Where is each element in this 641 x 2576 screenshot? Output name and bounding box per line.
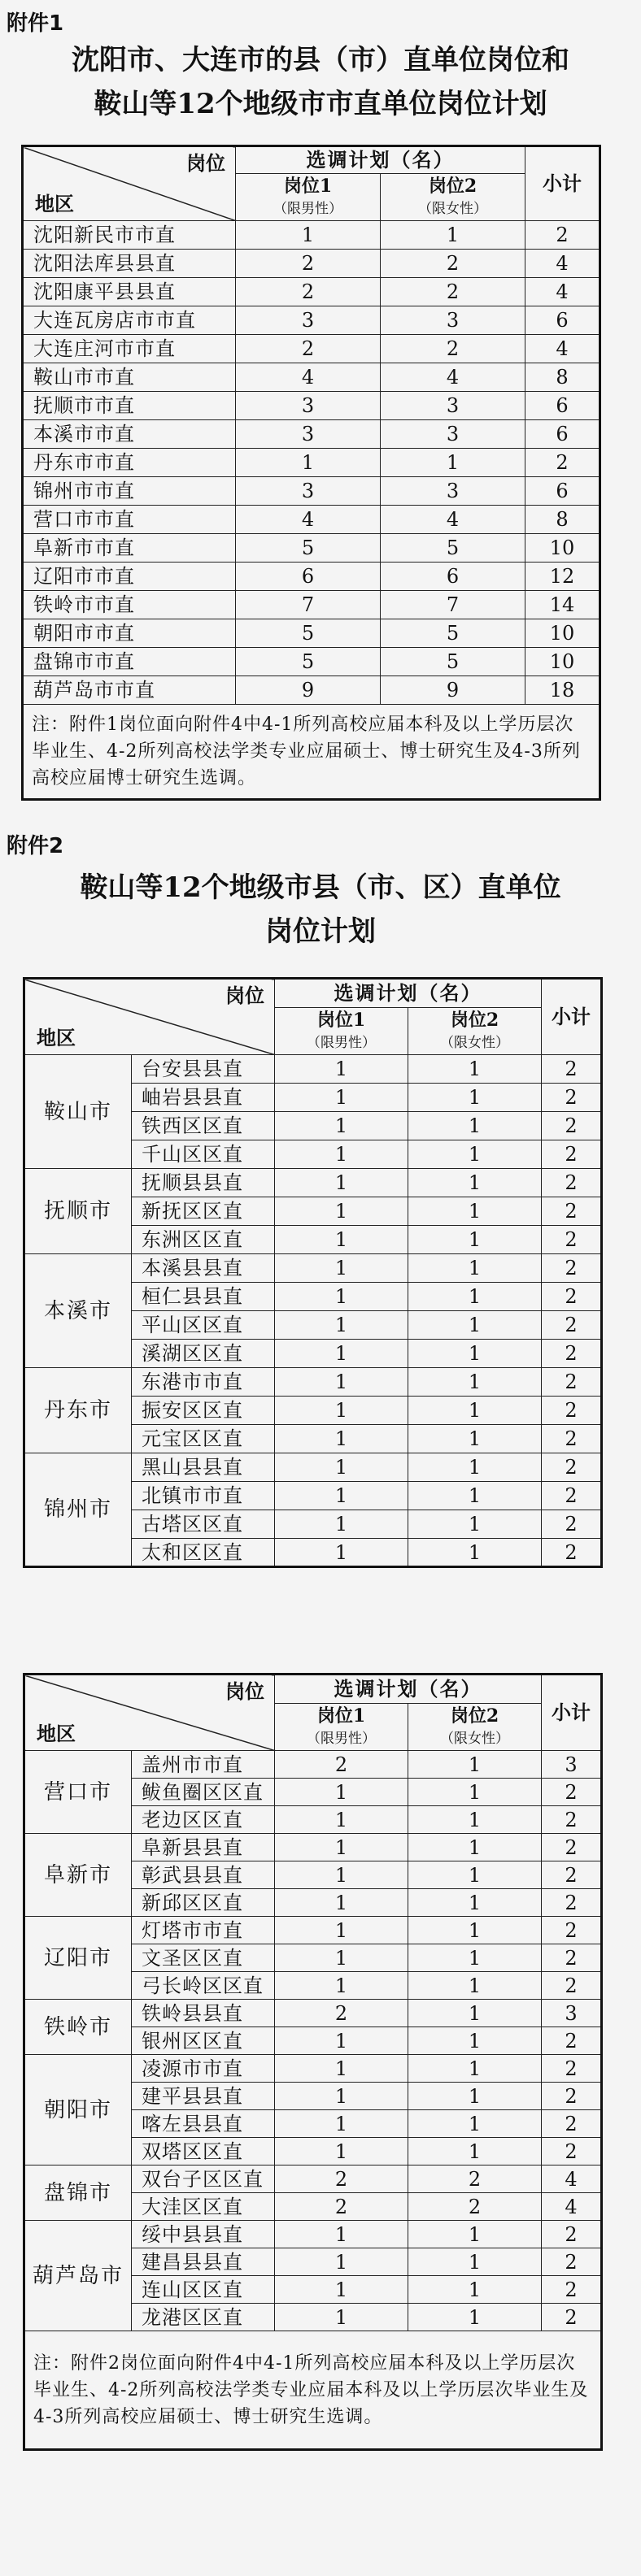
position1-count: 1: [275, 1944, 408, 1972]
subtotal-count: 8: [525, 363, 600, 392]
position1-count: 1: [275, 2248, 408, 2276]
header-position1: 岗位1 （限男性）: [275, 1008, 408, 1055]
subtotal-count: 2: [542, 1779, 602, 1806]
attachment1-label: 附件1: [7, 11, 64, 36]
city-name: 鞍山市: [24, 1055, 132, 1169]
unit-name: 太和区区直: [132, 1539, 275, 1567]
position1-count: 2: [275, 1751, 408, 1779]
attachment1-title-line1: 沈阳市、大连市的县（市）直单位岗位和: [72, 44, 569, 76]
position1-count: 2: [236, 250, 381, 278]
subtotal-count: 2: [542, 2138, 602, 2165]
subtotal-count: 2: [542, 2110, 602, 2138]
unit-name: 绥中县县直: [132, 2221, 275, 2248]
header-region-label: 地区: [35, 192, 74, 215]
position1-count: 1: [275, 2110, 408, 2138]
position1-count: 1: [275, 1539, 408, 1567]
table-row: [23, 306, 600, 335]
unit-name: 沈阳康平县县直: [23, 278, 236, 306]
position1-count: 1: [275, 1055, 408, 1084]
header-position-label: 岗位: [186, 151, 225, 175]
position1-count: 4: [236, 506, 381, 534]
subtotal-count: 6: [525, 420, 600, 449]
subtotal-count: 18: [525, 676, 600, 705]
position1-count: 1: [275, 1169, 408, 1197]
header-plan: 选调计划（名）: [236, 146, 525, 174]
header-position2: 岗位2 （限女性）: [408, 1008, 542, 1055]
position2-count: 1: [408, 1140, 542, 1169]
table-row: [24, 1834, 602, 1861]
position1-count: 7: [236, 591, 381, 619]
position2-count: 1: [408, 2276, 542, 2304]
position1-count: 1: [275, 1889, 408, 1917]
position1-count: 1: [275, 1340, 408, 1368]
unit-name: 溪湖区区直: [132, 1340, 275, 1368]
unit-name: 振安区区直: [132, 1397, 275, 1425]
position1-count: 1: [275, 2221, 408, 2248]
position1-count: 1: [275, 1397, 408, 1425]
unit-name: 双塔区区直: [132, 2138, 275, 2165]
unit-name: 盘锦市市直: [23, 648, 236, 676]
table-row: [24, 2000, 602, 2027]
unit-name: 银州区区直: [132, 2027, 275, 2055]
unit-name: 大连庄河市市直: [23, 335, 236, 363]
city-name: 盘锦市: [24, 2165, 132, 2221]
position2-count: 1: [408, 1482, 542, 1510]
unit-name: 元宝区区直: [132, 1425, 275, 1453]
position1-count: 1: [275, 1197, 408, 1226]
unit-name: 葫芦岛市市直: [23, 676, 236, 705]
attachment2-label: 附件2: [7, 834, 64, 858]
position2-count: 6: [381, 563, 525, 591]
subtotal-count: 14: [525, 591, 600, 619]
position1-count: 9: [236, 676, 381, 705]
position2-count: 1: [408, 1397, 542, 1425]
header-subtotal: 小计: [525, 146, 600, 221]
position1-count: 3: [236, 392, 381, 420]
position2-count: 1: [408, 1834, 542, 1861]
position2-count: 3: [381, 420, 525, 449]
city-name: 丹东市: [24, 1368, 132, 1453]
table-row: [24, 1169, 602, 1197]
table-row: [24, 2165, 602, 2193]
header-region-label: 地区: [37, 1026, 76, 1049]
subtotal-count: 2: [542, 1368, 602, 1397]
attachment2-note: 注：附件2岗位面向附件4中4-1所列高校应届本科及以上学历层次毕业生、4-2所列高校法学类专业应届本科及以上学历层次毕业生及4-3所列高校应届硕士、博士研究生选调。: [24, 2331, 602, 2450]
unit-name: 平山区区直: [132, 1311, 275, 1340]
subtotal-count: 10: [525, 648, 600, 676]
subtotal-count: 4: [542, 2165, 602, 2193]
subtotal-count: 4: [542, 2193, 602, 2221]
position2-count: 3: [381, 477, 525, 506]
subtotal-count: 2: [542, 2276, 602, 2304]
position1-count: 1: [275, 2304, 408, 2331]
unit-name: 铁岭市市直: [23, 591, 236, 619]
subtotal-count: 2: [542, 1283, 602, 1311]
subtotal-count: 2: [542, 1226, 602, 1254]
unit-name: 铁岭县县直: [132, 2000, 275, 2027]
attachment1-note: 注：附件1岗位面向附件4中4-1所列高校应届本科及以上学历层次毕业生、4-2所列高校法学类专业应届硕士、博士研究生及4-3所列高校应届博士研究生选调。: [23, 705, 600, 800]
header-position2: 岗位2 （限女性）: [408, 1704, 542, 1751]
subtotal-count: 2: [542, 1453, 602, 1482]
city-name: 抚顺市: [24, 1169, 132, 1254]
position2-count: 9: [381, 676, 525, 705]
position1-count: 1: [275, 1861, 408, 1889]
position1-count: 1: [275, 2083, 408, 2110]
attachment2-table-a: [23, 977, 603, 1568]
unit-name: 千山区区直: [132, 1140, 275, 1169]
subtotal-count: 2: [542, 1397, 602, 1425]
header-position-label: 岗位: [225, 984, 264, 1007]
city-name: 阜新市: [24, 1834, 132, 1917]
position2-count: 1: [408, 1453, 542, 1482]
city-name: 朝阳市: [24, 2055, 132, 2165]
position1-count: 4: [236, 363, 381, 392]
position1-count: 1: [275, 1834, 408, 1861]
subtotal-count: 2: [542, 1510, 602, 1539]
position1-count: 6: [236, 563, 381, 591]
table-row: [23, 449, 600, 477]
header-diagonal-cell: [24, 1675, 275, 1751]
position2-count: 1: [408, 2304, 542, 2331]
position1-count: 1: [275, 1779, 408, 1806]
subtotal-count: 2: [542, 1140, 602, 1169]
header-position2: 岗位2 （限女性）: [381, 174, 525, 221]
header-plan: 选调计划（名）: [275, 1675, 542, 1704]
table-row: [23, 477, 600, 506]
position1-count: 2: [275, 2000, 408, 2027]
position2-count: 2: [408, 2193, 542, 2221]
unit-name: 抚顺县县直: [132, 1169, 275, 1197]
position1-count: 5: [236, 619, 381, 648]
subtotal-count: 2: [542, 1197, 602, 1226]
position2-count: 1: [408, 2055, 542, 2083]
position2-count: 1: [408, 1889, 542, 1917]
unit-name: 辽阳市市直: [23, 563, 236, 591]
subtotal-count: 2: [542, 2248, 602, 2276]
unit-name: 东洲区区直: [132, 1226, 275, 1254]
position2-count: 1: [408, 2027, 542, 2055]
position1-count: 2: [275, 2193, 408, 2221]
position2-count: 1: [408, 1254, 542, 1283]
position2-count: 7: [381, 591, 525, 619]
subtotal-count: 2: [542, 2221, 602, 2248]
table-row: [24, 2055, 602, 2083]
position1-count: 1: [236, 221, 381, 250]
subtotal-count: 2: [542, 2055, 602, 2083]
subtotal-count: 2: [542, 1917, 602, 1944]
unit-name: 鞍山市市直: [23, 363, 236, 392]
unit-name: 建昌县县直: [132, 2248, 275, 2276]
position1-count: 1: [275, 1425, 408, 1453]
unit-name: 龙港区区直: [132, 2304, 275, 2331]
position1-count: 1: [275, 2138, 408, 2165]
unit-name: 文圣区区直: [132, 1944, 275, 1972]
position2-count: 1: [408, 1084, 542, 1112]
subtotal-count: 2: [542, 1112, 602, 1140]
subtotal-count: 2: [525, 449, 600, 477]
attachment1-table: [21, 145, 601, 801]
position1-count: 1: [275, 1084, 408, 1112]
subtotal-count: 2: [542, 1482, 602, 1510]
city-name: 本溪市: [24, 1254, 132, 1368]
table-row: [23, 506, 600, 534]
position2-count: 1: [408, 1197, 542, 1226]
position2-count: 1: [408, 1169, 542, 1197]
unit-name: 营口市市直: [23, 506, 236, 534]
table-row: [24, 1254, 602, 1283]
unit-name: 桓仁县县直: [132, 1283, 275, 1311]
unit-name: 台安县县直: [132, 1055, 275, 1084]
position1-count: 1: [275, 1972, 408, 2000]
position1-count: 1: [275, 1453, 408, 1482]
position1-count: 1: [275, 1917, 408, 1944]
position2-count: 1: [408, 2248, 542, 2276]
unit-name: 老边区区直: [132, 1806, 275, 1834]
position2-count: 1: [408, 2000, 542, 2027]
unit-name: 岫岩县县直: [132, 1084, 275, 1112]
position2-count: 2: [408, 2165, 542, 2193]
unit-name: 铁西区区直: [132, 1112, 275, 1140]
unit-name: 大洼区区直: [132, 2193, 275, 2221]
position2-count: 2: [381, 250, 525, 278]
position2-count: 1: [408, 2110, 542, 2138]
table-row: [23, 648, 600, 676]
position1-count: 1: [236, 449, 381, 477]
position2-count: 1: [408, 1368, 542, 1397]
unit-name: 建平县县直: [132, 2083, 275, 2110]
position1-count: 2: [236, 335, 381, 363]
position1-count: 1: [275, 1482, 408, 1510]
city-name: 辽阳市: [24, 1917, 132, 2000]
unit-name: 喀左县县直: [132, 2110, 275, 2138]
position2-count: 1: [408, 1751, 542, 1779]
unit-name: 彰武县县直: [132, 1861, 275, 1889]
unit-name: 古塔区区直: [132, 1510, 275, 1539]
position1-count: 1: [275, 1311, 408, 1340]
table-row: [24, 1055, 602, 1084]
table-row: [23, 250, 600, 278]
table-row: [23, 221, 600, 250]
unit-name: 东港市市直: [132, 1368, 275, 1397]
unit-name: 丹东市市直: [23, 449, 236, 477]
subtotal-count: 6: [525, 306, 600, 335]
position2-count: 5: [381, 619, 525, 648]
unit-name: 沈阳法库县县直: [23, 250, 236, 278]
position1-count: 5: [236, 648, 381, 676]
position2-count: 1: [408, 1917, 542, 1944]
city-name: 铁岭市: [24, 2000, 132, 2055]
unit-name: 鲅鱼圈区区直: [132, 1779, 275, 1806]
table-row: [23, 619, 600, 648]
unit-name: 凌源市市直: [132, 2055, 275, 2083]
header-position1: 岗位1 （限男性）: [275, 1704, 408, 1751]
table-row: [23, 534, 600, 563]
attachment1-title-line2: 鞍山等12个地级市市直单位岗位计划: [94, 88, 547, 120]
unit-name: 灯塔市市直: [132, 1917, 275, 1944]
table-row: [23, 392, 600, 420]
unit-name: 盖州市市直: [132, 1751, 275, 1779]
attachment2-table-b: [23, 1673, 603, 2451]
position2-count: 4: [381, 506, 525, 534]
position1-count: 3: [236, 306, 381, 335]
position1-count: 5: [236, 534, 381, 563]
unit-name: 北镇市市直: [132, 1482, 275, 1510]
subtotal-count: 6: [525, 392, 600, 420]
subtotal-count: 2: [525, 221, 600, 250]
position2-count: 1: [408, 1944, 542, 1972]
unit-name: 抚顺市市直: [23, 392, 236, 420]
subtotal-count: 2: [542, 1425, 602, 1453]
position1-count: 1: [275, 1226, 408, 1254]
position2-count: 1: [408, 2138, 542, 2165]
position1-count: 1: [275, 2027, 408, 2055]
table-row: [23, 591, 600, 619]
subtotal-count: 4: [525, 278, 600, 306]
city-name: 锦州市: [24, 1453, 132, 1567]
unit-name: 朝阳市市直: [23, 619, 236, 648]
table-row: [23, 563, 600, 591]
position2-count: 1: [408, 1806, 542, 1834]
position2-count: 1: [408, 1425, 542, 1453]
table-row: [23, 676, 600, 705]
position2-count: 2: [381, 335, 525, 363]
header-position-label: 岗位: [225, 1679, 264, 1703]
unit-name: 大连瓦房店市市直: [23, 306, 236, 335]
position1-count: 1: [275, 1368, 408, 1397]
position2-count: 1: [408, 1539, 542, 1567]
subtotal-count: 10: [525, 534, 600, 563]
position1-count: 1: [275, 1283, 408, 1311]
subtotal-count: 2: [542, 1889, 602, 1917]
table-row: [24, 1751, 602, 1779]
position1-count: 1: [275, 1254, 408, 1283]
table-row: [23, 363, 600, 392]
subtotal-count: 2: [542, 1254, 602, 1283]
position1-count: 1: [275, 2055, 408, 2083]
subtotal-count: 2: [542, 1169, 602, 1197]
table-row: [23, 335, 600, 363]
city-name: 葫芦岛市: [24, 2221, 132, 2331]
header-region-label: 地区: [37, 1722, 76, 1745]
position2-count: 1: [408, 1861, 542, 1889]
position1-count: 3: [236, 477, 381, 506]
unit-name: 新邱区区直: [132, 1889, 275, 1917]
position2-count: 1: [408, 1112, 542, 1140]
table-row: [24, 1453, 602, 1482]
header-subtotal: 小计: [542, 979, 602, 1055]
position1-count: 1: [275, 1140, 408, 1169]
position2-count: 1: [408, 1311, 542, 1340]
header-position1: 岗位1 （限男性）: [236, 174, 381, 221]
subtotal-count: 6: [525, 477, 600, 506]
unit-name: 本溪县县直: [132, 1254, 275, 1283]
subtotal-count: 4: [525, 250, 600, 278]
subtotal-count: 2: [542, 1055, 602, 1084]
header-diagonal-cell: [23, 146, 236, 221]
position1-count: 3: [236, 420, 381, 449]
position2-count: 4: [381, 363, 525, 392]
position2-count: 1: [408, 2221, 542, 2248]
unit-name: 阜新县县直: [132, 1834, 275, 1861]
unit-name: 锦州市市直: [23, 477, 236, 506]
subtotal-count: 2: [542, 1311, 602, 1340]
subtotal-count: 2: [542, 1944, 602, 1972]
unit-name: 本溪市市直: [23, 420, 236, 449]
header-diagonal-cell: [24, 979, 275, 1055]
table-row: [24, 1917, 602, 1944]
unit-name: 阜新市市直: [23, 534, 236, 563]
subtotal-count: 2: [542, 1806, 602, 1834]
position2-count: 2: [381, 278, 525, 306]
unit-name: 弓长岭区区直: [132, 1972, 275, 2000]
position2-count: 3: [381, 306, 525, 335]
position2-count: 3: [381, 392, 525, 420]
position2-count: 5: [381, 648, 525, 676]
table-row: [24, 1368, 602, 1397]
position1-count: 2: [275, 2165, 408, 2193]
position2-count: 1: [408, 1779, 542, 1806]
position2-count: 5: [381, 534, 525, 563]
position2-count: 1: [408, 1340, 542, 1368]
unit-name: 沈阳新民市市直: [23, 221, 236, 250]
subtotal-count: 3: [542, 2000, 602, 2027]
position2-count: 1: [408, 2083, 542, 2110]
subtotal-count: 2: [542, 2027, 602, 2055]
city-name: 营口市: [24, 1751, 132, 1834]
subtotal-count: 10: [525, 619, 600, 648]
unit-name: 连山区区直: [132, 2276, 275, 2304]
position1-count: 1: [275, 1806, 408, 1834]
subtotal-count: 2: [542, 2083, 602, 2110]
header-plan: 选调计划（名）: [275, 979, 542, 1008]
subtotal-count: 2: [542, 1834, 602, 1861]
position1-count: 1: [275, 1510, 408, 1539]
position1-count: 2: [236, 278, 381, 306]
position2-count: 1: [408, 1055, 542, 1084]
subtotal-count: 2: [542, 1972, 602, 2000]
subtotal-count: 8: [525, 506, 600, 534]
unit-name: 黑山县县直: [132, 1453, 275, 1482]
position2-count: 1: [408, 1510, 542, 1539]
position2-count: 1: [381, 221, 525, 250]
position2-count: 1: [381, 449, 525, 477]
attachment2-title-line1: 鞍山等12个地级市县（市、区）直单位: [80, 871, 561, 904]
subtotal-count: 2: [542, 1084, 602, 1112]
position1-count: 1: [275, 2276, 408, 2304]
position2-count: 1: [408, 1226, 542, 1254]
subtotal-count: 2: [542, 2304, 602, 2331]
unit-name: 新抚区区直: [132, 1197, 275, 1226]
subtotal-count: 12: [525, 563, 600, 591]
subtotal-count: 2: [542, 1539, 602, 1567]
attachment2-title-line2: 岗位计划: [265, 915, 376, 948]
table-row: [24, 2221, 602, 2248]
position1-count: 1: [275, 1112, 408, 1140]
subtotal-count: 2: [542, 1861, 602, 1889]
table-row: [23, 278, 600, 306]
position2-count: 1: [408, 1283, 542, 1311]
subtotal-count: 3: [542, 1751, 602, 1779]
subtotal-count: 4: [525, 335, 600, 363]
position2-count: 1: [408, 1972, 542, 2000]
header-subtotal: 小计: [542, 1675, 602, 1751]
table-row: [23, 420, 600, 449]
subtotal-count: 2: [542, 1340, 602, 1368]
unit-name: 双台子区区直: [132, 2165, 275, 2193]
